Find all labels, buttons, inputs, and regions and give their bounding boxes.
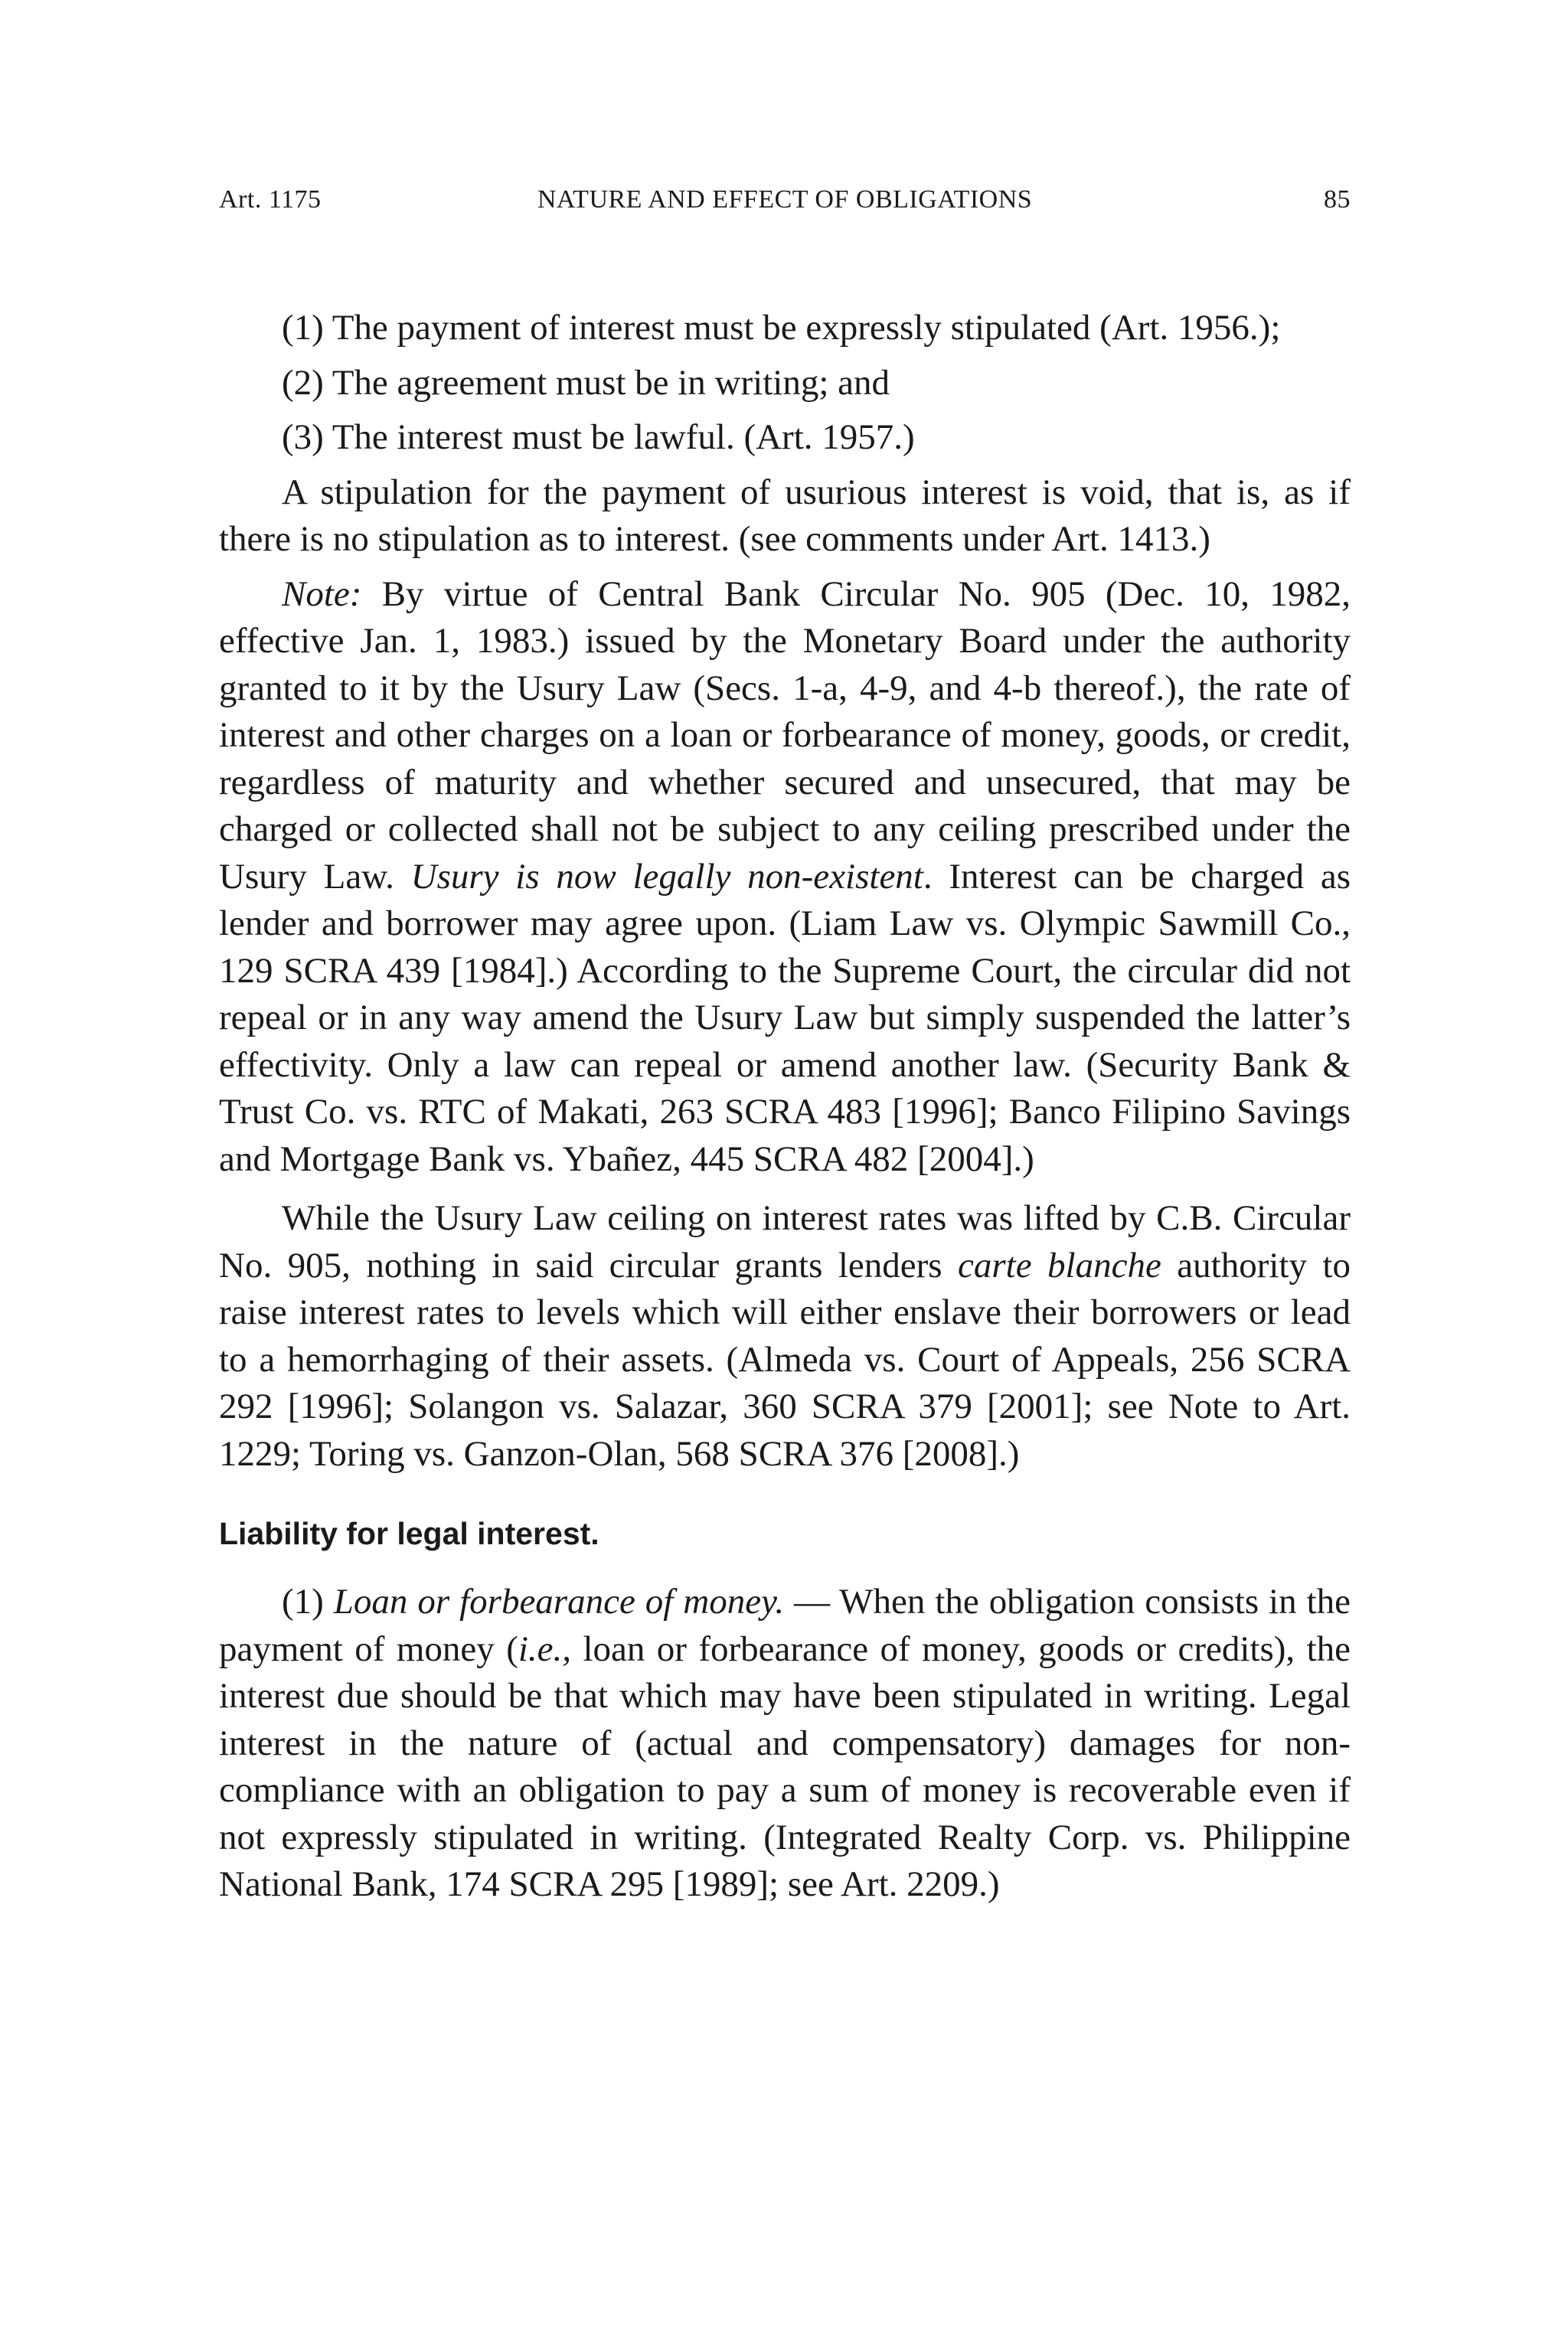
paragraph-item-1 <box>219 1579 1351 1909</box>
header-article: Art. 1175 <box>219 185 322 214</box>
item-1-ie: i.e., <box>518 1628 572 1669</box>
item-1-number: (1) <box>282 1582 334 1622</box>
page-number: 85 <box>1324 185 1351 214</box>
item-1-text-1: — When the obligation consists in the payment of money ( <box>219 1582 1351 1669</box>
paragraph-usurious: A stipulation for the payment of usurious interest is void, that is, as if there is no stipulation as to interest. (see comments under Art. 1413.) <box>219 472 1351 559</box>
requirement-2: (2) The agreement must be in writing; and <box>282 362 890 403</box>
note-text-1: By virtue of Central Bank Circular No. 905 (Dec. 10, 1982, effective Jan. 1, 1983.) issued by the Monetary Board under the authority granted to it by the Usury Law (Secs. 1-a, 4-9, and 4-b thereof.), the rate of interest and other charges on a loan or forbearance of money, goods, or credit, regardless of maturity and whether secured and unsecured, that may be charged or collected shall not be subject to any ceiling prescribed under the Usury Law. <box>219 573 1351 897</box>
page-body <box>219 305 1351 1916</box>
section-heading: Liability for legal interest. <box>219 1516 599 1551</box>
item-1-title: Loan or forbearance of money. <box>333 1582 785 1622</box>
ceiling-text-2: authority to raise interest rates to levels which will either enslave their borrowers or lead to a hemorrhaging of their assets. (Almeda vs. Court of Appeals, 256 SCRA 292 [1996]; Solangon vs. Salazar, 360 SCRA 379 [2001]; see Note to Art. 1229; Toring vs. Ganzon-Olan, 568 SCRA 376 [2008].) <box>219 1245 1351 1474</box>
note-emphasis: Usury is now legally non-existent <box>410 856 923 897</box>
note-label: Note: <box>282 573 362 614</box>
requirement-1: (1) The payment of interest must be expressly stipulated (Art. 1956.); <box>282 308 1281 348</box>
ceiling-text-1: While the Usury Law ceiling on interest rates was lifted by C.B. Circular No. 905, nothing in said circular grants lenders <box>219 1198 1351 1285</box>
note-text-2: . Interest can be charged as lender and borrower may agree upon. (Liam Law vs. Olympic Sawmill Co., 129 SCRA 439 [1984].) According to the Supreme Court, the circular did not repeal or in any way amend the Usury Law but simply suspended the latter’s effectivity. Only a law can repeal or amend another law. (Security Bank & Trust Co. vs. RTC of Makati, 263 SCRA 483 [1996]; Banco Filipino Savings and Mortgage Bank vs. Ybañez, 445 SCRA 482 [2004].) <box>219 856 1351 1179</box>
requirement-3: (3) The interest must be lawful. (Art. 1957.) <box>282 417 915 457</box>
paragraph-note <box>219 571 1351 1184</box>
header-title: NATURE AND EFFECT OF OBLIGATIONS <box>537 185 1033 214</box>
paragraph-ceiling <box>219 1195 1351 1478</box>
item-1-text-2: loan or forbearance of money, goods or credits), the interest due should be that which may have been stipulated in writing. Legal interest in the nature of (actual and compensatory) damages for non-compliance with an obligation to pay a sum of money is recoverable even if not expressly stipulated in writing. (Integrated Realty Corp. vs. Philippine National Bank, 174 SCRA 295 [1989]; see Art. 2209.) <box>219 1628 1351 1904</box>
running-header <box>219 181 1351 219</box>
ceiling-emphasis: carte blanche <box>958 1245 1161 1285</box>
